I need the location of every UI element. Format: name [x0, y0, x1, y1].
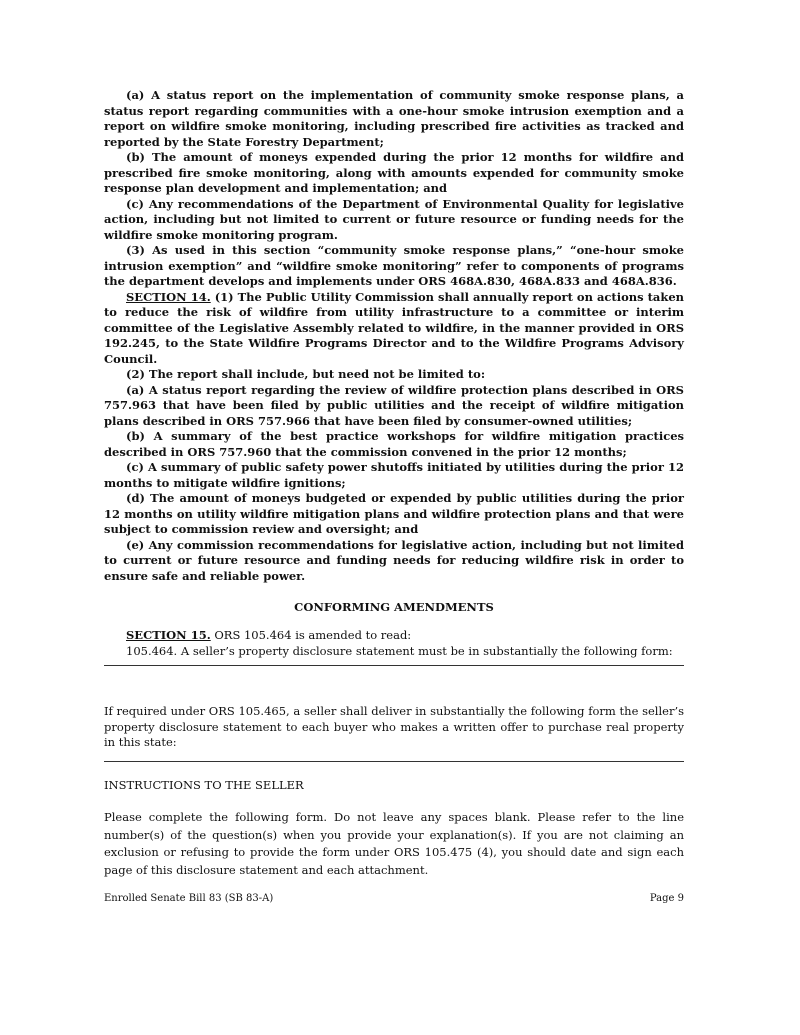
page-footer: [104, 893, 684, 904]
paragraph-2-report-include: (2) The report shall include, but need not be limited to:: [126, 367, 486, 381]
paragraph-b-workshops: (b) A summary of the best practice workshops for wildfire mitigation practices described in ORS 757.960 that the commission convened in the prior 12 months;: [104, 429, 684, 459]
paragraph-a-status-report: (a) A status report on the implementation of community smoke response plans, a status report regarding communities with a one-hour smoke intrusion exemption and a report on wildfire smoke monitoring, including prescribed fire activities as tracked and reported by the State Forestry Department;: [104, 88, 684, 149]
instructions-block: [104, 809, 684, 879]
footer-bill-name: Enrolled Senate Bill 83 (SB 83-A): [104, 893, 274, 904]
section-15-text: ORS 105.464 is amended to read:: [210, 628, 412, 642]
instructions-heading: INSTRUCTIONS TO THE SELLER: [104, 777, 304, 792]
bold-text-block: [104, 88, 684, 584]
footer-page-number: Page 9: [649, 893, 684, 904]
document-body: [104, 88, 684, 879]
section-14-text: (1) The Public Utility Commission shall annually report on actions taken to reduce the risk of wildfire from utility infrastructure to a committee or interim committee of the Legislative Assembly related to wildfire, in the manner provided in ORS 192.245, to the State Wildfire Programs Director and to the Wildfire Programs Advisory Council.: [104, 289, 684, 366]
form-intro-text: If required under ORS 105.465, a seller shall deliver in substantially the following form the seller’s property disclosure statement to each buyer who makes a written offer to purchase real property in this state:: [104, 704, 684, 749]
section-15-label: SECTION 15.: [126, 628, 211, 642]
section-15-line-2: 105.464. A seller’s property disclosure statement must be in substantially the following form:: [126, 643, 673, 658]
paragraph-e-commission-recommendations: (e) Any commission recommendations for legislative action, including but not limited to current or future resource and funding needs for reducing wildfire risk in order to ensure safe and reliable power.: [104, 537, 684, 583]
paragraph-c-power-shutoffs: (c) A summary of public safety power shutoffs initiated by utilities during the prior 12 months to mitigate wildfire ignitions;: [104, 460, 684, 490]
paragraph-d-moneys-budgeted: (d) The amount of moneys budgeted or expended by public utilities during the prior 12 months on utility wildfire mitigation plans and wildfire protection plans and that were subject to commission review and oversight; and: [104, 491, 684, 536]
section-15-line: [126, 628, 684, 644]
paragraph-b-moneys-expended: (b) The amount of moneys expended during the prior 12 months for wildfire and prescribed fire smoke monitoring, along with amounts expended for community smoke response plan development and implementation; and: [104, 150, 684, 195]
section-14-label: SECTION 14.: [126, 289, 211, 304]
paragraph-3-definitions: (3) As used in this section “community smoke response plans,” “one-hour smoke intrusion exemption” and “wildfire smoke monitoring” refer to components of programs the department develops and implements under ORS 468A.830, 468A.833 and 468A.836.: [104, 243, 684, 288]
section-14-paragraph: [104, 290, 684, 368]
instructions-text: Please complete the following form. Do not leave any spaces blank. Please refer to the line number(s) of the question(s) when you provide your explanation(s). If you are not claiming an exclusion or refusing to provide the form under ORS 105.475 (4), you should date and sign each page of this disclosure statement and each attachment.: [104, 810, 684, 877]
paragraph-c-recommendations: (c) Any recommendations of the Department of Environmental Quality for legislative action, including but not limited to current or future resource or funding needs for the wildfire smoke monitoring program.: [104, 196, 684, 242]
paragraph-a-wildfire-plans: (a) A status report regarding the review of wildfire protection plans described in ORS 757.963 that have been filed by public utilities and the receipt of wildfire mitigation plans described in ORS 757.966 that have been filed by consumer-owned utilities;: [104, 382, 684, 428]
horizontal-rule-1: [104, 665, 684, 666]
form-intro-block: [104, 704, 684, 751]
conforming-amendments-heading: CONFORMING AMENDMENTS: [294, 600, 494, 614]
section-15-block: [126, 628, 684, 659]
horizontal-rule-2: [104, 761, 684, 762]
